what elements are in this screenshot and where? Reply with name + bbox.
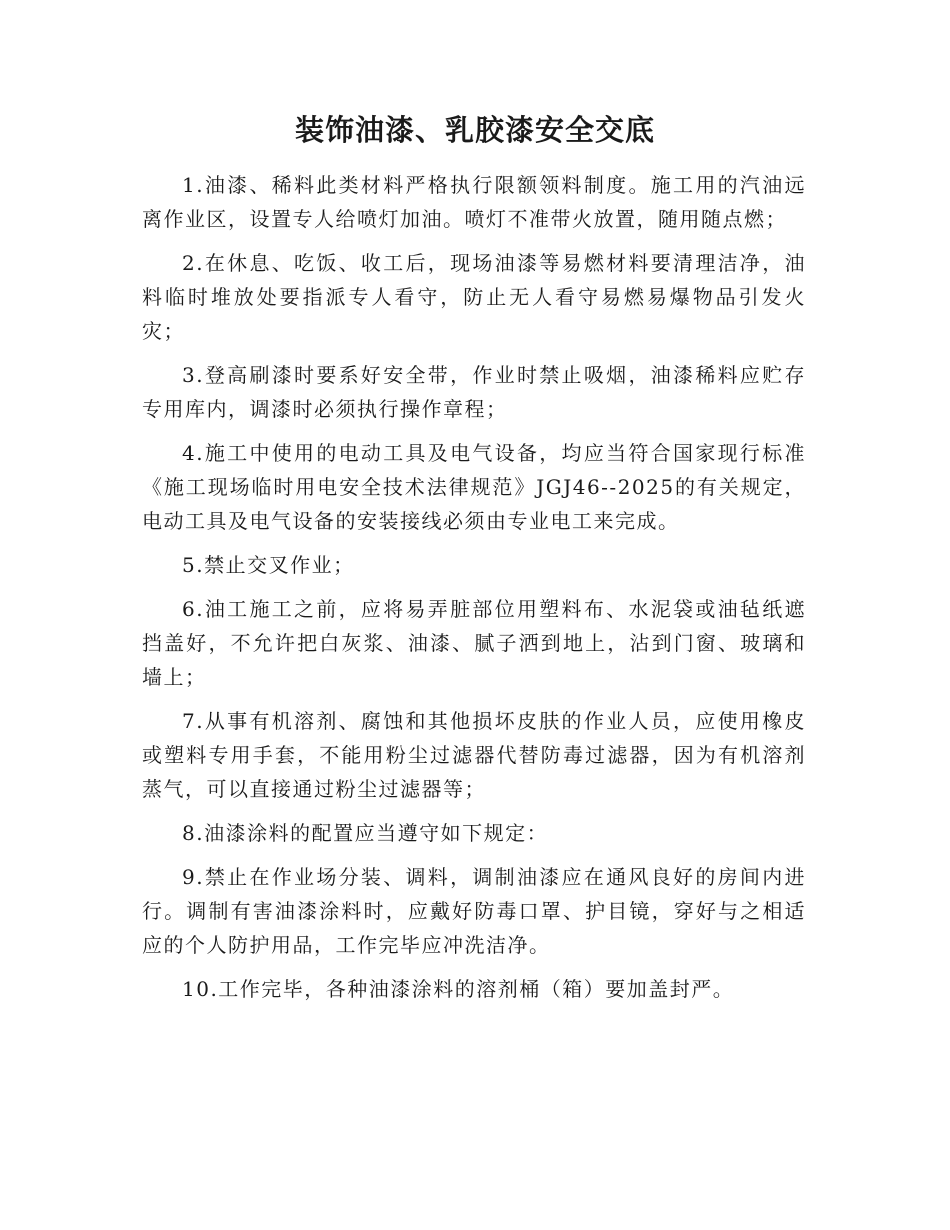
paragraph-1: 1.油漆、稀料此类材料严格执行限额领料制度。施工用的汽油远离作业区，设置专人给喷灯加油。喷灯不准带火放置，随用随点燃； [142,173,806,231]
paragraph-5: 5.禁止交叉作业； [182,553,355,577]
paragraph-2: 2.在休息、吃饭、收工后，现场油漆等易燃材料要清理洁净，油料临时堆放处要指派专人看守，防止无人看守易燃易爆物品引发火灾； [142,251,806,343]
paragraph-8: 8.油漆涂料的配置应当遵守如下规定： [182,821,549,845]
paragraph-7: 7.从事有机溶剂、腐蚀和其他损坏皮肤的作业人员，应使用橡皮或塑料专用手套，不能用粉尘过滤器代替防毒过滤器，因为有机溶剂蒸气，可以直接通过粉尘过滤器等； [142,709,806,801]
paragraph-6: 6.油工施工之前，应将易弄脏部位用塑料布、水泥袋或油毡纸遮挡盖好，不允许把白灰浆、油漆、腻子洒到地上，沾到门窗、玻璃和墙上； [142,597,806,689]
document-body [142,168,806,1016]
paragraph-4: 4.施工中使用的电动工具及电气设备，均应当符合国家现行标准《施工现场临时用电安全技术法律规范》JGJ46--2025的有关规定，电动工具及电气设备的安装接线必须由专业电工来完成。 [142,441,806,533]
paragraph-10: 10.工作完毕，各种油漆涂料的溶剂桶（箱）要加盖封严。 [182,977,735,1001]
paragraph-9: 9.禁止在作业场分装、调料，调制油漆应在通风良好的房间内进行。调制有害油漆涂料时，应戴好防毒口罩、护目镜，穿好与之相适应的个人防护用品，工作完毕应冲洗洁净。 [142,865,806,957]
paragraph-3: 3.登高刷漆时要系好安全带，作业时禁止吸烟，油漆稀料应贮存专用库内，调漆时必须执行操作章程； [142,363,806,421]
document-title: 装饰油漆、乳胶漆安全交底 [294,113,655,147]
